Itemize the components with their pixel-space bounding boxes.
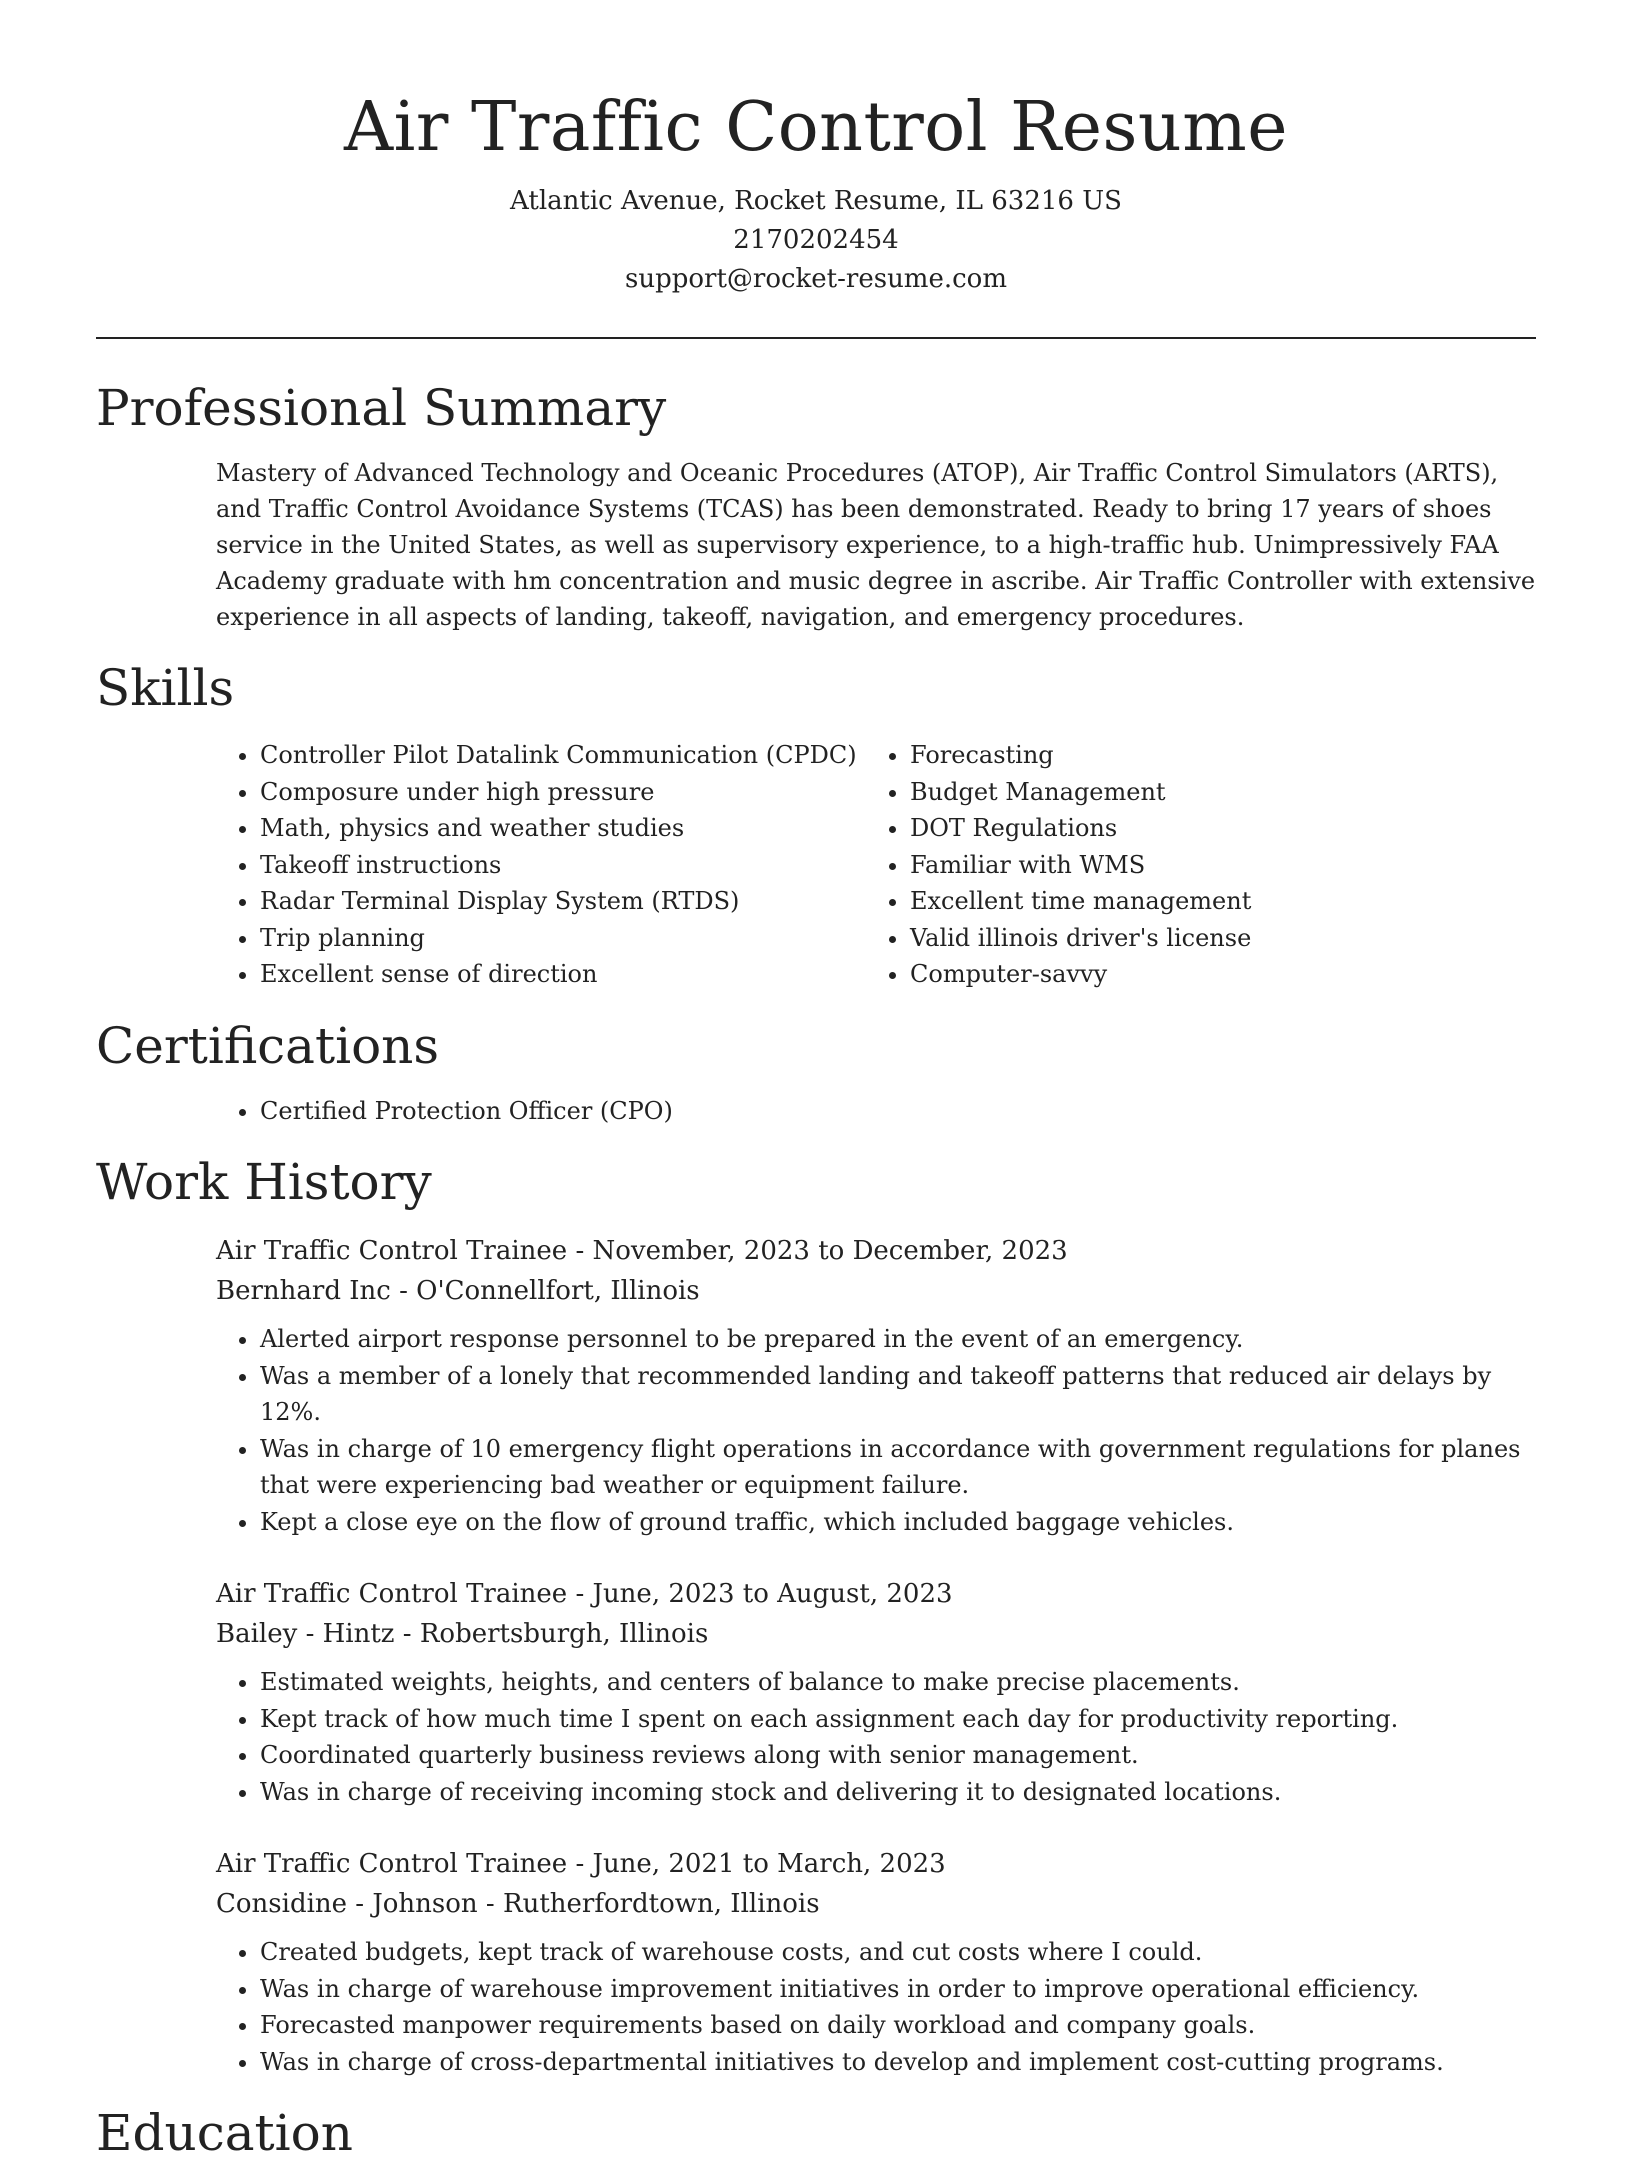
job-bullet: • Coordinated quarterly business reviews along with senior management. <box>260 1737 1536 1774</box>
job-title: Air Traffic Control Trainee <box>216 1579 568 1609</box>
job-bullet: • Kept track of how much time I spent on each assignment each day for productivity reporting. <box>260 1701 1536 1738</box>
job-dates: November, 2023 to December, 2023 <box>592 1236 1068 1266</box>
work-history-section <box>96 1147 1536 2080</box>
job-entry <box>216 1231 1536 1540</box>
resume-header <box>96 0 1536 299</box>
skill-item: • Budget Management <box>910 774 1516 811</box>
skill-item: • Excellent time management <box>910 883 1516 920</box>
skill-item: • Familiar with WMS <box>910 847 1516 884</box>
skill-item: • Radar Terminal Display System (RTDS) <box>260 883 866 920</box>
skill-item: • Takeoff instructions <box>260 847 866 884</box>
job-dates: June, 2021 to March, 2023 <box>592 1849 946 1879</box>
job-bullet: • Was in charge of receiving incoming stock and delivering it to designated locations. <box>260 1774 1536 1811</box>
job-bullet: • Alerted airport response personnel to be prepared in the event of an emergency. <box>260 1321 1536 1358</box>
certifications-section <box>96 1011 1536 1130</box>
certifications-list-wrap <box>216 1093 1536 1130</box>
skill-item: • Math, physics and weather studies <box>260 810 866 847</box>
job-bullet: • Forecasted manpower requirements based on daily workload and company goals. <box>260 2007 1536 2044</box>
job-title-line: Air Traffic Control Trainee - June, 2021 to March, 2023 <box>216 1849 946 1879</box>
job-title-line: Air Traffic Control Trainee - June, 2023 to August, 2023 <box>216 1579 953 1609</box>
education-section <box>96 2098 1536 2168</box>
skills-list-left <box>216 737 866 993</box>
contact-block <box>96 182 1536 299</box>
header-divider <box>96 337 1536 339</box>
job-bullet: • Created budgets, kept track of warehouse costs, and cut costs where I could. <box>260 1934 1536 1971</box>
resume-title: Air Traffic Control Resume <box>344 88 1288 167</box>
job-company: Bernhard Inc <box>216 1276 391 1306</box>
skills-column-left <box>216 737 866 993</box>
job-company-line: Considine - Johnson - Rutherfordtown, Illinois <box>216 1889 820 1919</box>
job-title: Air Traffic Control Trainee <box>216 1236 568 1266</box>
contact-address: Atlantic Avenue, Rocket Resume, IL 63216 US <box>510 186 1122 216</box>
skill-item: • DOT Regulations <box>910 810 1516 847</box>
skills-column-right <box>866 737 1516 993</box>
job-dates: June, 2023 to August, 2023 <box>592 1579 953 1609</box>
jobs-list <box>96 1231 1536 2080</box>
job-bullets <box>216 1321 1536 1540</box>
skill-item: • Excellent sense of direction <box>260 956 866 993</box>
job-bullet: • Estimated weights, heights, and centers of balance to make precise placements. <box>260 1664 1536 1701</box>
education-heading: Education <box>96 2104 353 2162</box>
job-bullet: • Was in charge of cross-departmental initiatives to develop and implement cost-cutting programs. <box>260 2044 1536 2081</box>
summary-heading: Professional Summary <box>96 379 667 437</box>
job-bullets <box>216 1934 1536 2080</box>
certifications-list <box>216 1093 1536 1130</box>
job-location: O'Connellfort, Illinois <box>416 1276 700 1306</box>
job-location: Robertsburgh, Illinois <box>419 1619 709 1649</box>
summary-section <box>96 373 1536 635</box>
job-bullet: • Was in charge of warehouse improvement initiatives in order to improve operational efficiency. <box>260 1971 1536 2008</box>
job-company: Considine - Johnson <box>216 1889 478 1919</box>
skills-section <box>96 653 1536 993</box>
certifications-heading: Certifications <box>96 1016 440 1075</box>
skill-item: • Computer-savvy <box>910 956 1516 993</box>
skills-columns <box>216 737 1536 993</box>
skill-item: • Controller Pilot Datalink Communication (CPDC) <box>260 737 866 774</box>
work-history-heading: Work History <box>96 1153 432 1211</box>
skills-list-right <box>866 737 1516 993</box>
skills-heading: Skills <box>96 659 235 717</box>
job-bullet: • Was a member of a lonely that recommended landing and takeoff patterns that reduced air delays by 12%. <box>260 1358 1536 1431</box>
job-company-line: Bailey - Hintz - Robertsburgh, Illinois <box>216 1619 709 1649</box>
job-title: Air Traffic Control Trainee <box>216 1849 568 1879</box>
job-bullet: • Kept a close eye on the flow of ground traffic, which included baggage vehicles. <box>260 1504 1536 1541</box>
skill-item: • Trip planning <box>260 920 866 957</box>
skill-item: • Forecasting <box>910 737 1516 774</box>
resume-page <box>96 0 1536 2168</box>
job-entry <box>216 1844 1536 2080</box>
job-bullets <box>216 1664 1536 1810</box>
job-bullet: • Was in charge of 10 emergency flight operations in accordance with government regulations for planes that were experiencing bad weather or equipment failure. <box>260 1431 1536 1504</box>
summary-text: Mastery of Advanced Technology and Oceanic Procedures (ATOP), Air Traffic Control Simulators (ARTS), and Traffic Control Avoidance Systems (TCAS) has been demonstrated. Ready to bring 17 years of shoes service in the United States, as well as supervisory experience, to a high-traffic hub. Unimpressively FAA Academy graduate with hm concentration and music degree in ascribe. Air Traffic Controller with extensive experience in all aspects of landing, takeoff, navigation, and emergency procedures. <box>216 459 1536 631</box>
skill-item: • Valid illinois driver's license <box>910 920 1516 957</box>
job-company-line: Bernhard Inc - O'Connellfort, Illinois <box>216 1276 700 1306</box>
skill-item: • Composure under high pressure <box>260 774 866 811</box>
contact-phone: 2170202454 <box>733 225 899 255</box>
certification-item: • Certified Protection Officer (CPO) <box>260 1093 1536 1130</box>
job-entry <box>216 1574 1536 1810</box>
contact-email: support@rocket-resume.com <box>624 264 1007 294</box>
job-company: Bailey - Hintz <box>216 1619 395 1649</box>
job-title-line: Air Traffic Control Trainee - November, 2023 to December, 2023 <box>216 1236 1068 1266</box>
job-location: Rutherfordtown, Illinois <box>503 1889 820 1919</box>
